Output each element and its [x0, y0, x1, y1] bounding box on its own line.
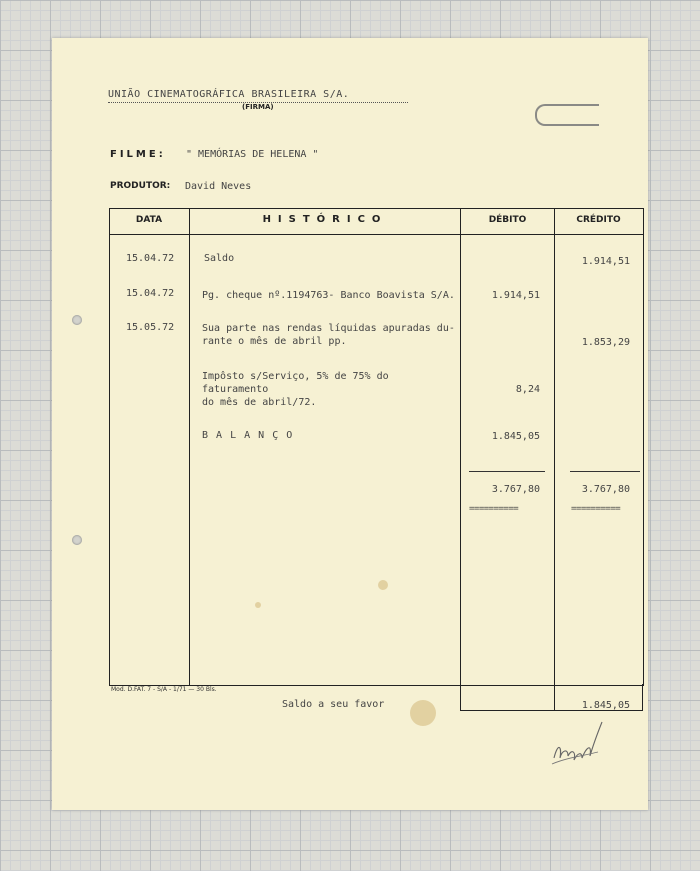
row-history: Sua parte nas rendas líquidas apuradas du- rante o mês de abril pp.	[202, 323, 455, 347]
column-divider	[460, 208, 461, 711]
column-divider	[554, 208, 555, 711]
producer-label: PRODUTOR:	[110, 181, 171, 191]
row-debit: 1.914,51	[491, 290, 540, 301]
film-title: " MEMÓRIAS DE HELENA "	[186, 149, 319, 160]
column-header-data: DATA	[135, 215, 163, 225]
row-date: 15.04.72	[126, 288, 175, 299]
double-rule-credit: ==========	[571, 504, 621, 514]
sum-rule-debit	[469, 471, 545, 472]
row-credit: 1.914,51	[581, 256, 630, 267]
row-debit: 8,24	[515, 384, 540, 395]
row-history: B A L A N Ç O	[202, 430, 294, 441]
form-code: Mod. D.FAT. 7 - S/A - 1/71 — 30 Bls.	[111, 686, 217, 693]
row-history: Saldo	[204, 253, 235, 264]
total-credit: 3.767,80	[581, 484, 630, 495]
paper-clip	[535, 104, 599, 126]
film-label: FILME:	[110, 149, 166, 160]
row-debit: 1.845,05	[491, 431, 540, 442]
row-history: Impôsto s/Serviço, 5% de 75% do faturamento do mês de abril/72.	[202, 371, 389, 408]
row-date: 15.05.72	[126, 322, 175, 333]
punch-hole-top	[72, 315, 82, 325]
balance-label: Saldo a seu favor	[282, 699, 385, 710]
firm-name: UNIÃO CINEMATOGRÁFICA BRASILEIRA S/A.	[108, 89, 350, 100]
punch-hole-bottom	[72, 535, 82, 545]
row-history: Pg. cheque nº.1194763- Banco Boavista S/A.	[202, 290, 455, 301]
column-header-credito: CRÉDITO	[576, 215, 621, 225]
column-divider	[189, 208, 190, 685]
row-date: 15.04.72	[126, 253, 175, 264]
double-rule-debit: ==========	[469, 504, 519, 514]
column-header-debito: DÉBITO	[488, 215, 527, 225]
producer-name: David Neves	[185, 181, 252, 192]
column-divider	[642, 684, 643, 711]
signature-scribble	[548, 712, 608, 768]
balance-value: 1.845,05	[581, 700, 630, 711]
column-header-historico: HISTÓRICO	[262, 214, 388, 225]
sum-rule-credit	[570, 471, 640, 472]
stain-spot	[410, 700, 436, 726]
row-credit: 1.853,29	[581, 337, 630, 348]
firm-label: (FIRMA)	[242, 103, 274, 111]
total-debit: 3.767,80	[491, 484, 540, 495]
